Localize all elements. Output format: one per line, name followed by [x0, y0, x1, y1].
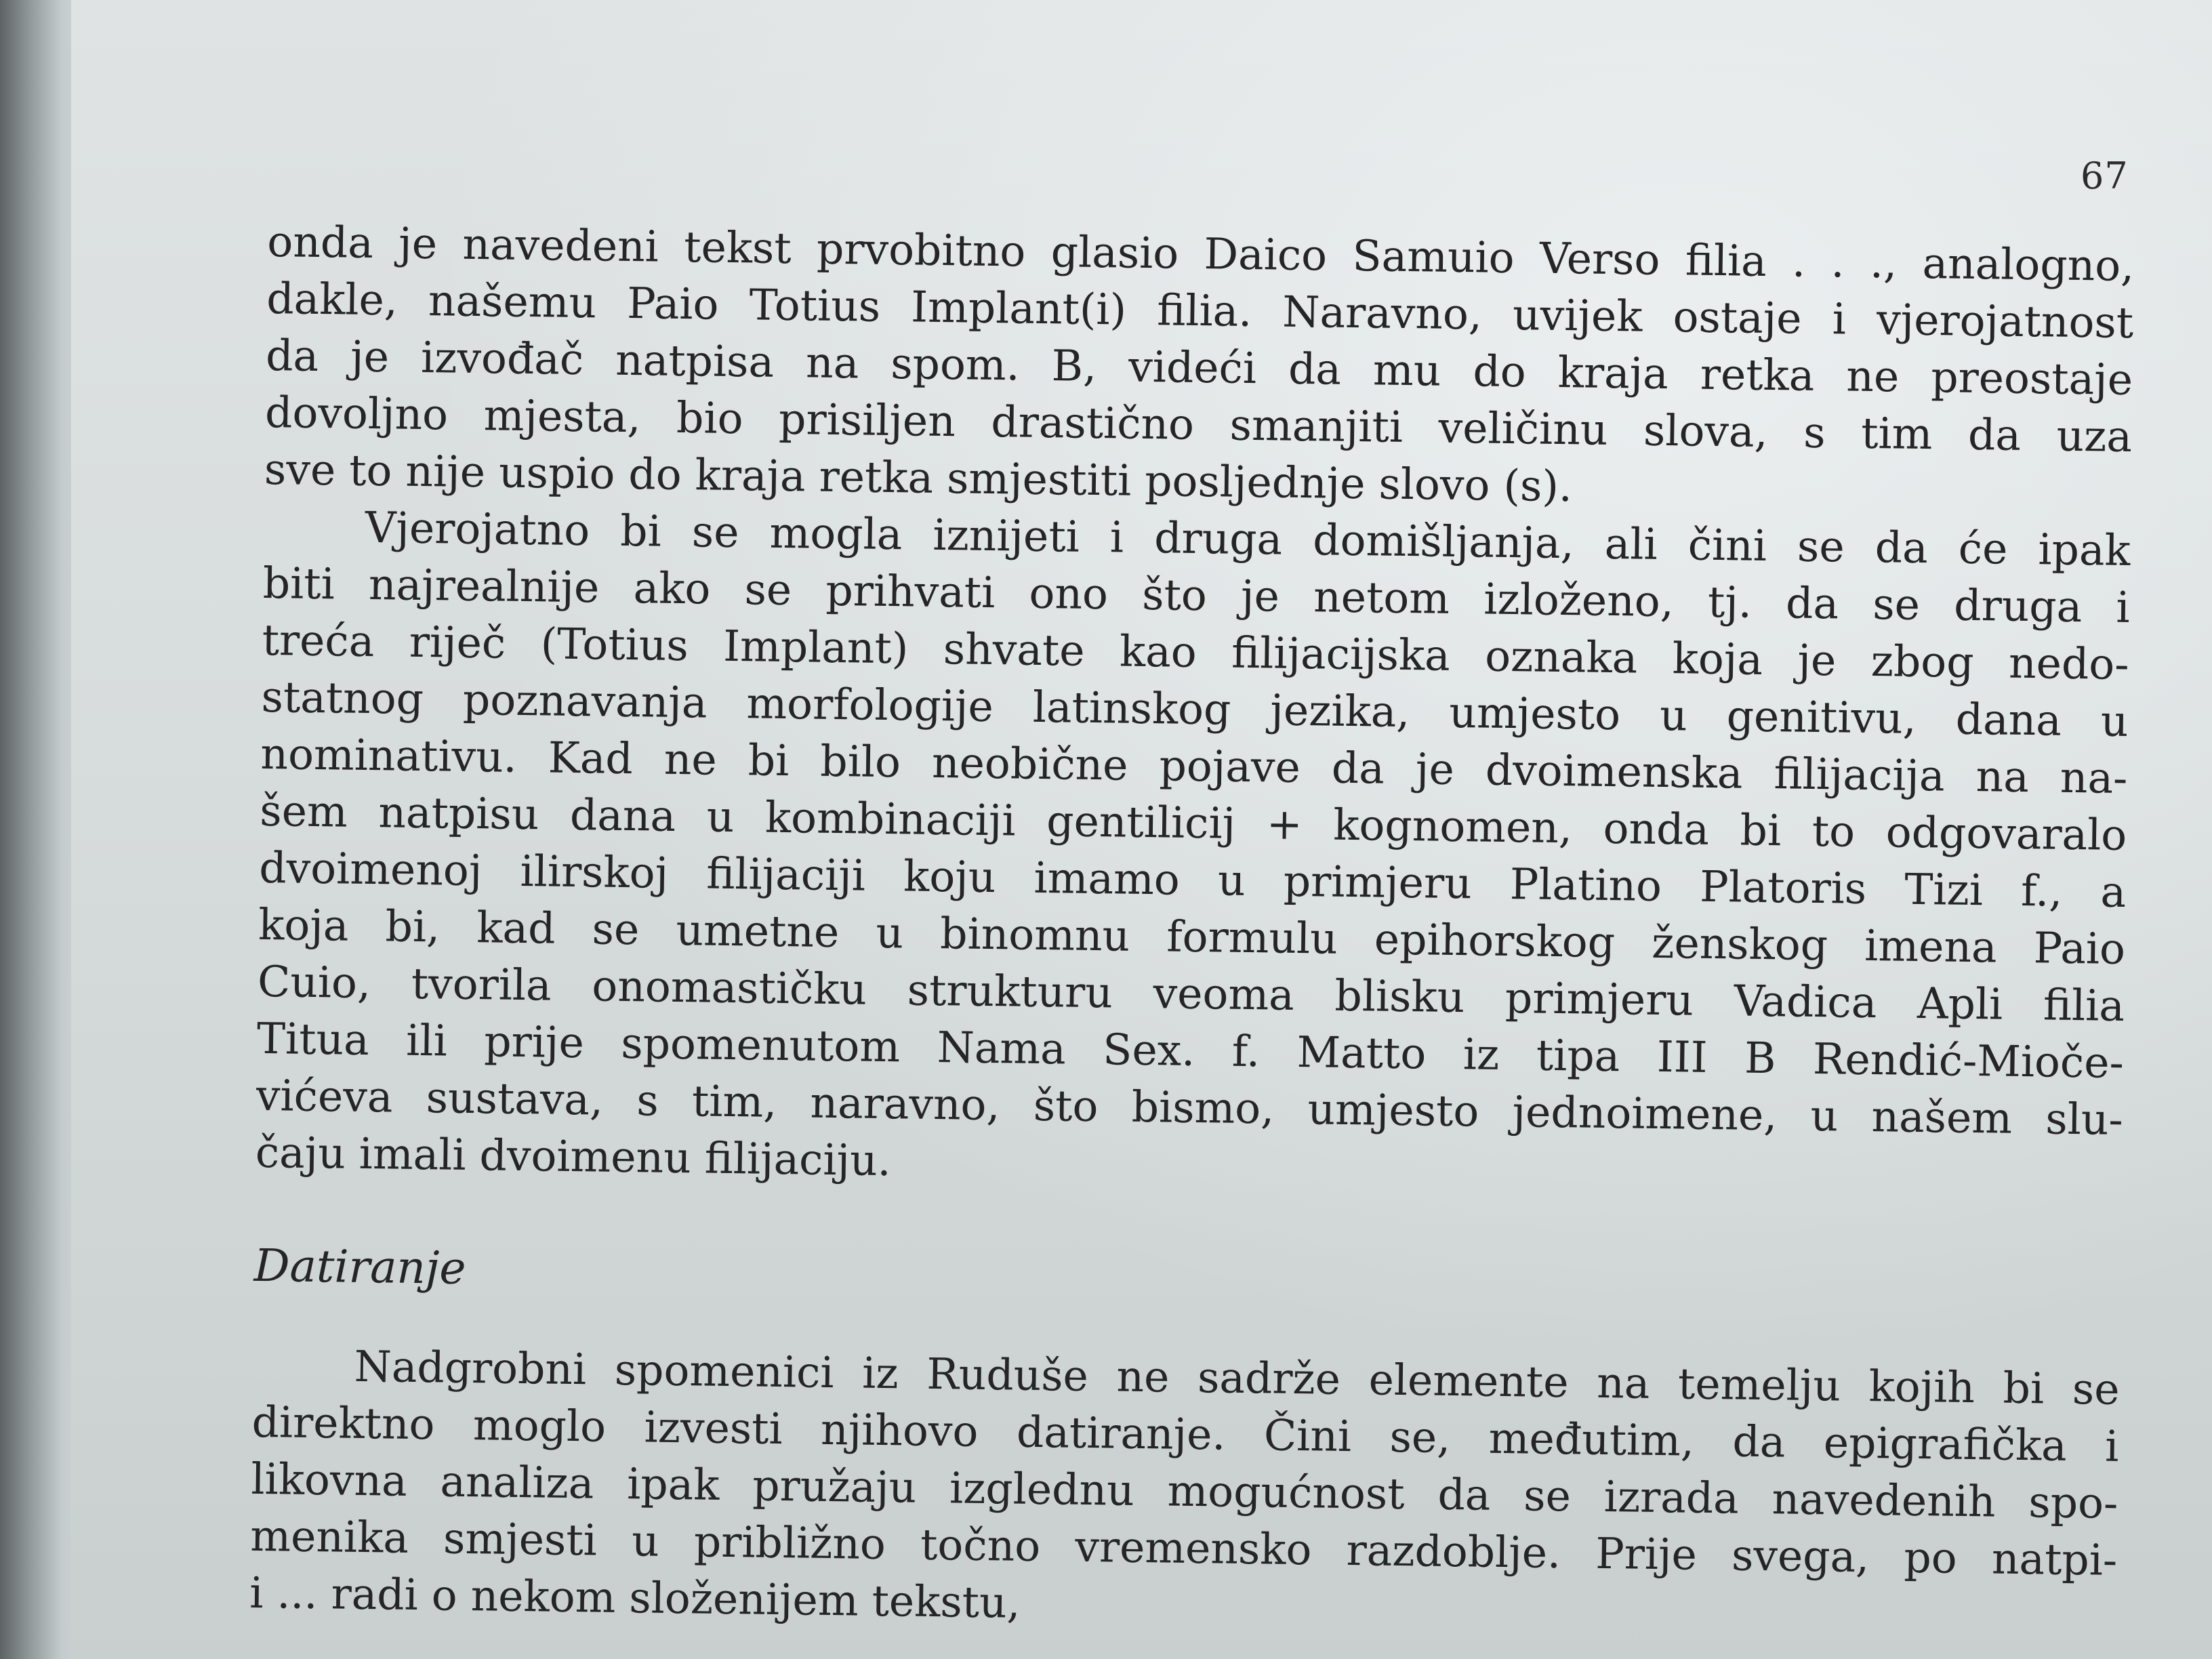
text-line: Nadgrobni spomenici iz Ruduše ne sadrže elemente na temelju kojih bi se: [354, 1341, 2120, 1414]
text-line: likovna analiza ipak pružaju izglednu mogućnost da se izrada navedenih spo-: [251, 1454, 2118, 1528]
text-line: dvoimenoj ilirskoj filijaciji koju imamo u primjeru Platino Platoris Tizi f., a: [258, 842, 2127, 917]
text-line: menika smjesti u približno točno vremensko razdoblje. Prije svega, po natpi-: [249, 1511, 2118, 1585]
text-line: treća riječ (Totius Implant) shvate kao filijacijska oznaka koja je zbog nedo-: [262, 615, 2130, 690]
text-line: dakle, našemu Paio Totius Implant(i) filia. Naravno, uvijek ostaje i vjerojatnost: [266, 273, 2134, 348]
paragraph-1: [264, 213, 2135, 523]
text-line: koja bi, kad se umetne u binomnu formulu epihorskog ženskog imena Paio: [258, 899, 2126, 974]
text-line: da je izvođač natpisa na spom. B, videći da mu do kraja retka ne preostaje: [265, 330, 2133, 405]
book-page: [71, 0, 2212, 1659]
text-line: i ... radi o nekom složenijem tekstu,: [249, 1568, 1021, 1628]
text-line: sve to nije uspio do kraja retka smjestiti posljednje slovo (s).: [264, 444, 1573, 512]
paragraph-3: [249, 1337, 2120, 1646]
text-line: direktno moglo izvesti njihovo datiranje. Čini se, međutim, da epigrafička i: [251, 1397, 2119, 1471]
text-line: Vjerojatno bi se mogla iznijeti i druga domišljanja, ali čini se da će ipak: [365, 502, 2131, 576]
text-line: onda je navedeni tekst prvobitno glasio Daico Samuio Verso filia . . ., analogno,: [266, 216, 2135, 291]
section-heading: Datiranje: [253, 1239, 466, 1294]
text-line: biti najrealnije ako se prihvati ono što je netom izloženo, tj. da se druga i: [262, 558, 2131, 633]
page-number: 67: [2081, 155, 2129, 197]
paragraph-2: [255, 498, 2131, 1206]
text-line: Titua ili prije spomenutom Nama Sex. f. Matto iz tipa III B Rendić-Mioče-: [256, 1013, 2125, 1088]
text-line: čaju imali dvoimenu filijaciju.: [255, 1127, 892, 1186]
text-line: šem natpisu dana u kombinaciji gentilicij + kognomen, onda bi to odgovaralo: [259, 785, 2127, 860]
text-line: statnog poznavanja morfologije latinskog jezika, umjesto u genitivu, dana u: [261, 672, 2129, 746]
text-line: Cuio, tvorila onomastičku strukturu veoma blisku primjeru Vadica Apli filia: [257, 956, 2125, 1031]
page-text: [249, 213, 2135, 1646]
text-line: dovoljno mjesta, bio prisiljen drastično smanjiti veličinu slova, s tim da uza: [264, 387, 2133, 462]
text-line: nominativu. Kad ne bi bilo neobične pojave da je dvoimenska filijacija na na-: [260, 729, 2128, 803]
text-line: vićeva sustava, s tim, naravno, što bismo, umjesto jednoimene, u našem slu-: [255, 1070, 2124, 1145]
